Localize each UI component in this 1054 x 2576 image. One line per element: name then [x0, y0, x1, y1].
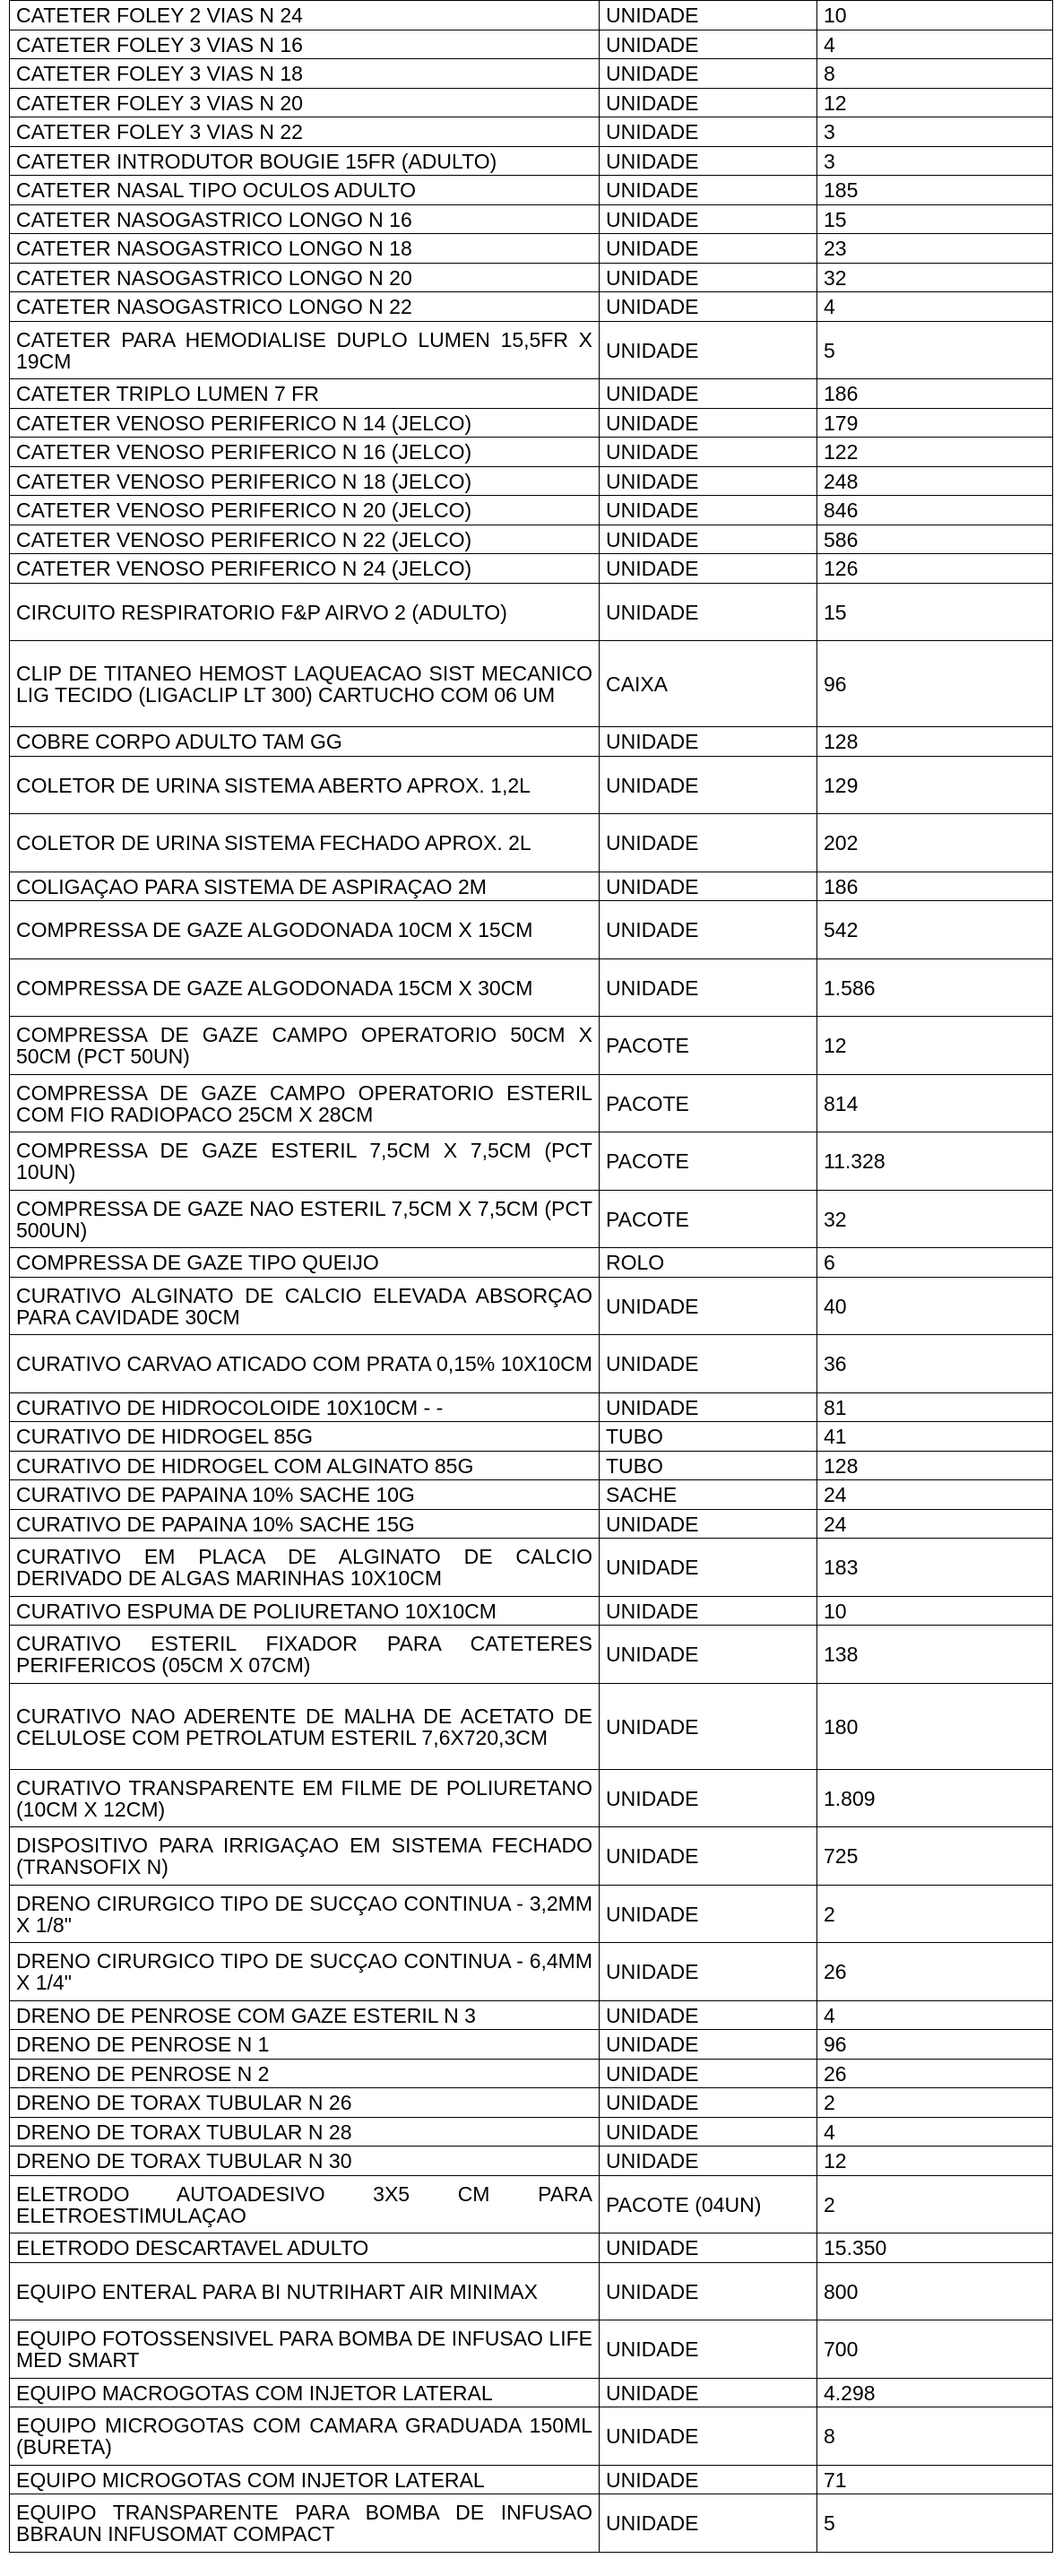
item-quantity-cell: 15 — [817, 583, 1053, 641]
table-row — [10, 1509, 1053, 1539]
table-row — [10, 2059, 1053, 2088]
item-unit-cell: UNIDADE — [600, 1392, 817, 1422]
table-row — [10, 1335, 1053, 1393]
table-row — [10, 2407, 1053, 2466]
item-unit-cell: UNIDADE — [600, 2233, 817, 2263]
item-quantity-cell: 248 — [817, 466, 1053, 496]
item-description-cell: CIRCUITO RESPIRATORIO F&P AIRVO 2 (ADULTO) — [10, 583, 600, 641]
item-description-cell: CATETER VENOSO PERIFERICO N 16 (JELCO) — [10, 438, 600, 467]
item-quantity-cell: 24 — [817, 1509, 1053, 1539]
item-quantity-cell: 12 — [817, 2147, 1053, 2176]
item-quantity-cell: 11.328 — [817, 1132, 1053, 1191]
item-unit-cell: UNIDADE — [600, 438, 817, 467]
table-row — [10, 1277, 1053, 1335]
item-description-cell: CATETER INTRODUTOR BOUGIE 15FR (ADULTO) — [10, 146, 600, 176]
item-description-cell: CATETER VENOSO PERIFERICO N 24 (JELCO) — [10, 554, 600, 584]
item-description-cell: CURATIVO ALGINATO DE CALCIO ELEVADA ABSORÇAO PARA CAVIDADE 30CM — [10, 1277, 600, 1335]
item-quantity-cell: 8 — [817, 59, 1053, 89]
item-quantity-cell: 202 — [817, 814, 1053, 872]
item-quantity-cell: 122 — [817, 438, 1053, 467]
item-unit-cell: UNIDADE — [600, 583, 817, 641]
item-description-cell: CURATIVO DE HIDROGEL 85G — [10, 1422, 600, 1452]
table-row — [10, 583, 1053, 641]
table-row — [10, 1539, 1053, 1597]
item-description-cell: CATETER VENOSO PERIFERICO N 22 (JELCO) — [10, 525, 600, 554]
item-description-cell: CATETER PARA HEMODIALISE DUPLO LUMEN 15,5FR X 19CM — [10, 321, 600, 379]
table-row — [10, 1392, 1053, 1422]
item-unit-cell: UNIDADE — [600, 1943, 817, 2001]
item-description-cell: CURATIVO NAO ADERENTE DE MALHA DE ACETATO DE CELULOSE COM PETROLATUM ESTERIL 7,6X720,3CM — [10, 1683, 600, 1769]
table-row — [10, 814, 1053, 872]
item-unit-cell: UNIDADE — [600, 2465, 817, 2494]
item-quantity-cell: 180 — [817, 1683, 1053, 1769]
table-row — [10, 466, 1053, 496]
item-quantity-cell: 12 — [817, 88, 1053, 117]
item-quantity-cell: 10 — [817, 1, 1053, 30]
table-row — [10, 641, 1053, 727]
item-unit-cell: UNIDADE — [600, 2378, 817, 2407]
table-row — [10, 2030, 1053, 2060]
table-row — [10, 1480, 1053, 1510]
table-row — [10, 2494, 1053, 2553]
item-description-cell: CATETER TRIPLO LUMEN 7 FR — [10, 379, 600, 409]
item-description-cell: COLIGAÇAO PARA SISTEMA DE ASPIRAÇAO 2M — [10, 872, 600, 901]
item-description-cell: DRENO DE PENROSE N 1 — [10, 2030, 600, 2060]
item-quantity-cell: 32 — [817, 263, 1053, 292]
item-quantity-cell: 1.586 — [817, 958, 1053, 1017]
item-quantity-cell: 4 — [817, 2000, 1053, 2030]
item-unit-cell: UNIDADE — [600, 59, 817, 89]
item-unit-cell: UNIDADE — [600, 901, 817, 959]
item-description-cell: CURATIVO DE HIDROGEL COM ALGINATO 85G — [10, 1451, 600, 1480]
table-row — [10, 1885, 1053, 1943]
item-unit-cell: UNIDADE — [600, 872, 817, 901]
item-description-cell: ELETRODO DESCARTAVEL ADULTO — [10, 2233, 600, 2263]
item-unit-cell: UNIDADE — [600, 2059, 817, 2088]
table-row — [10, 30, 1053, 59]
item-unit-cell: UNIDADE — [600, 408, 817, 438]
item-unit-cell: UNIDADE — [600, 1827, 817, 1886]
item-description-cell: COLETOR DE URINA SISTEMA ABERTO APROX. 1,2L — [10, 756, 600, 814]
item-quantity-cell: 129 — [817, 756, 1053, 814]
item-description-cell: COMPRESSA DE GAZE CAMPO OPERATORIO ESTERIL COM FIO RADIOPACO 25CM X 28CM — [10, 1074, 600, 1132]
item-unit-cell: UNIDADE — [600, 1885, 817, 1943]
table-row — [10, 379, 1053, 409]
item-quantity-cell: 41 — [817, 1422, 1053, 1452]
table-row — [10, 438, 1053, 467]
table-row — [10, 1769, 1053, 1827]
table-row — [10, 234, 1053, 264]
item-description-cell: CURATIVO ESTERIL FIXADOR PARA CATETERES PERIFERICOS (05CM X 07CM) — [10, 1626, 600, 1684]
item-description-cell: DRENO DE PENROSE COM GAZE ESTERIL N 3 — [10, 2000, 600, 2030]
table-row — [10, 59, 1053, 89]
table-row — [10, 756, 1053, 814]
table-row — [10, 958, 1053, 1017]
table-row — [10, 554, 1053, 584]
item-unit-cell: UNIDADE — [600, 1539, 817, 1597]
item-description-cell: CATETER VENOSO PERIFERICO N 18 (JELCO) — [10, 466, 600, 496]
item-description-cell: COMPRESSA DE GAZE NAO ESTERIL 7,5CM X 7,5CM (PCT 500UN) — [10, 1190, 600, 1248]
table-row — [10, 263, 1053, 292]
item-quantity-cell: 2 — [817, 2175, 1053, 2233]
item-description-cell: DRENO DE PENROSE N 2 — [10, 2059, 600, 2088]
table-row — [10, 1132, 1053, 1191]
item-description-cell: CURATIVO EM PLACA DE ALGINATO DE CALCIO DERIVADO DE ALGAS MARINHAS 10X10CM — [10, 1539, 600, 1597]
table-row — [10, 292, 1053, 322]
item-unit-cell: ROLO — [600, 1248, 817, 1278]
item-description-cell: COMPRESSA DE GAZE ESTERIL 7,5CM X 7,5CM (PCT 10UN) — [10, 1132, 600, 1191]
table-row — [10, 88, 1053, 117]
item-quantity-cell: 2 — [817, 2088, 1053, 2118]
table-row — [10, 2147, 1053, 2176]
item-description-cell: DRENO DE TORAX TUBULAR N 26 — [10, 2088, 600, 2118]
item-description-cell: CURATIVO DE HIDROCOLOIDE 10X10CM - - — [10, 1392, 600, 1422]
table-row — [10, 146, 1053, 176]
item-description-cell: CURATIVO TRANSPARENTE EM FILME DE POLIURETANO (10CM X 12CM) — [10, 1769, 600, 1827]
item-quantity-cell: 5 — [817, 2494, 1053, 2553]
table-row — [10, 2465, 1053, 2494]
item-quantity-cell: 10 — [817, 1596, 1053, 1626]
item-unit-cell: UNIDADE — [600, 496, 817, 525]
item-quantity-cell: 23 — [817, 234, 1053, 264]
item-unit-cell: UNIDADE — [600, 756, 817, 814]
item-unit-cell: UNIDADE — [600, 1683, 817, 1769]
item-unit-cell: UNIDADE — [600, 1335, 817, 1393]
item-quantity-cell: 81 — [817, 1392, 1053, 1422]
table-row — [10, 1451, 1053, 1480]
table-row — [10, 1626, 1053, 1684]
table-row — [10, 1422, 1053, 1452]
item-quantity-cell: 542 — [817, 901, 1053, 959]
item-description-cell: COMPRESSA DE GAZE ALGODONADA 15CM X 30CM — [10, 958, 600, 1017]
table-row — [10, 727, 1053, 757]
item-description-cell: EQUIPO MICROGOTAS COM INJETOR LATERAL — [10, 2465, 600, 2494]
item-description-cell: CATETER FOLEY 3 VIAS N 22 — [10, 117, 600, 147]
item-unit-cell: UNIDADE — [600, 30, 817, 59]
table-row — [10, 2320, 1053, 2379]
item-description-cell: DRENO CIRURGICO TIPO DE SUCÇAO CONTINUA - 6,4MM X 1/4" — [10, 1943, 600, 2001]
item-quantity-cell: 3 — [817, 146, 1053, 176]
item-description-cell: DRENO DE TORAX TUBULAR N 28 — [10, 2117, 600, 2147]
table-row — [10, 496, 1053, 525]
item-unit-cell: UNIDADE — [600, 1277, 817, 1335]
item-description-cell: EQUIPO MACROGOTAS COM INJETOR LATERAL — [10, 2378, 600, 2407]
item-description-cell: CATETER FOLEY 3 VIAS N 20 — [10, 88, 600, 117]
item-unit-cell: UNIDADE — [600, 379, 817, 409]
item-unit-cell: UNIDADE — [600, 1769, 817, 1827]
item-unit-cell: UNIDADE — [600, 1, 817, 30]
item-description-cell: COMPRESSA DE GAZE CAMPO OPERATORIO 50CM X 50CM (PCT 50UN) — [10, 1017, 600, 1075]
item-description-cell: CATETER VENOSO PERIFERICO N 14 (JELCO) — [10, 408, 600, 438]
table-row — [10, 1017, 1053, 1075]
item-unit-cell: UNIDADE — [600, 466, 817, 496]
item-unit-cell: UNIDADE — [600, 2262, 817, 2320]
item-quantity-cell: 183 — [817, 1539, 1053, 1597]
table-row — [10, 176, 1053, 205]
item-quantity-cell: 2 — [817, 1885, 1053, 1943]
table-row — [10, 1248, 1053, 1278]
item-quantity-cell: 26 — [817, 1943, 1053, 2001]
item-unit-cell: SACHE — [600, 1480, 817, 1510]
table-row — [10, 321, 1053, 379]
item-unit-cell: UNIDADE — [600, 117, 817, 147]
table-row — [10, 1596, 1053, 1626]
item-unit-cell: UNIDADE — [600, 88, 817, 117]
item-description-cell: EQUIPO MICROGOTAS COM CAMARA GRADUADA 150ML (BURETA) — [10, 2407, 600, 2466]
item-description-cell: EQUIPO ENTERAL PARA BI NUTRIHART AIR MINIMAX — [10, 2262, 600, 2320]
item-unit-cell: PACOTE — [600, 1017, 817, 1075]
item-quantity-cell: 32 — [817, 1190, 1053, 1248]
table-row — [10, 2262, 1053, 2320]
item-quantity-cell: 40 — [817, 1277, 1053, 1335]
item-unit-cell: PACOTE (04UN) — [600, 2175, 817, 2233]
item-quantity-cell: 26 — [817, 2059, 1053, 2088]
item-quantity-cell: 96 — [817, 2030, 1053, 2060]
items-table — [9, 0, 1053, 2553]
item-description-cell: COMPRESSA DE GAZE ALGODONADA 10CM X 15CM — [10, 901, 600, 959]
item-description-cell: CATETER NASOGASTRICO LONGO N 18 — [10, 234, 600, 264]
table-row — [10, 1943, 1053, 2001]
item-quantity-cell: 185 — [817, 176, 1053, 205]
table-row — [10, 901, 1053, 959]
item-quantity-cell: 36 — [817, 1335, 1053, 1393]
item-quantity-cell: 71 — [817, 2465, 1053, 2494]
item-description-cell: COLETOR DE URINA SISTEMA FECHADO APROX. 2L — [10, 814, 600, 872]
item-description-cell: DRENO DE TORAX TUBULAR N 30 — [10, 2147, 600, 2176]
item-unit-cell: UNIDADE — [600, 292, 817, 322]
table-row — [10, 1683, 1053, 1769]
item-quantity-cell: 128 — [817, 727, 1053, 757]
item-quantity-cell: 846 — [817, 496, 1053, 525]
table-row — [10, 1827, 1053, 1886]
item-description-cell: CURATIVO DE PAPAINA 10% SACHE 15G — [10, 1509, 600, 1539]
item-quantity-cell: 186 — [817, 379, 1053, 409]
item-description-cell: CATETER NASOGASTRICO LONGO N 22 — [10, 292, 600, 322]
item-unit-cell: PACOTE — [600, 1132, 817, 1191]
item-quantity-cell: 12 — [817, 1017, 1053, 1075]
table-row — [10, 2233, 1053, 2263]
item-description-cell: CURATIVO DE PAPAINA 10% SACHE 10G — [10, 1480, 600, 1510]
item-quantity-cell: 8 — [817, 2407, 1053, 2466]
item-unit-cell: UNIDADE — [600, 525, 817, 554]
item-unit-cell: UNIDADE — [600, 204, 817, 234]
item-unit-cell: UNIDADE — [600, 814, 817, 872]
table-row — [10, 408, 1053, 438]
item-description-cell: COMPRESSA DE GAZE TIPO QUEIJO — [10, 1248, 600, 1278]
item-quantity-cell: 586 — [817, 525, 1053, 554]
item-quantity-cell: 138 — [817, 1626, 1053, 1684]
item-quantity-cell: 4.298 — [817, 2378, 1053, 2407]
table-row — [10, 525, 1053, 554]
item-quantity-cell: 700 — [817, 2320, 1053, 2379]
table-row — [10, 2378, 1053, 2407]
item-description-cell: DISPOSITIVO PARA IRRIGAÇAO EM SISTEMA FECHADO (TRANSOFIX N) — [10, 1827, 600, 1886]
table-row — [10, 117, 1053, 147]
item-quantity-cell: 179 — [817, 408, 1053, 438]
item-unit-cell: UNIDADE — [600, 2088, 817, 2118]
table-row — [10, 1, 1053, 30]
item-unit-cell: UNIDADE — [600, 234, 817, 264]
item-unit-cell: UNIDADE — [600, 2147, 817, 2176]
item-quantity-cell: 814 — [817, 1074, 1053, 1132]
item-unit-cell: UNIDADE — [600, 2494, 817, 2553]
item-quantity-cell: 128 — [817, 1451, 1053, 1480]
item-unit-cell: TUBO — [600, 1422, 817, 1452]
item-description-cell: CATETER VENOSO PERIFERICO N 20 (JELCO) — [10, 496, 600, 525]
item-unit-cell: UNIDADE — [600, 554, 817, 584]
item-description-cell: CATETER FOLEY 3 VIAS N 18 — [10, 59, 600, 89]
item-quantity-cell: 6 — [817, 1248, 1053, 1278]
item-unit-cell: UNIDADE — [600, 727, 817, 757]
table-row — [10, 1074, 1053, 1132]
item-description-cell: CATETER NASAL TIPO OCULOS ADULTO — [10, 176, 600, 205]
table-row — [10, 204, 1053, 234]
item-description-cell: ELETRODO AUTOADESIVO 3X5 CM PARA ELETROESTIMULAÇAO — [10, 2175, 600, 2233]
table-row — [10, 872, 1053, 901]
item-description-cell: COBRE CORPO ADULTO TAM GG — [10, 727, 600, 757]
item-unit-cell: UNIDADE — [600, 958, 817, 1017]
item-description-cell: EQUIPO FOTOSSENSIVEL PARA BOMBA DE INFUSAO LIFE MED SMART — [10, 2320, 600, 2379]
item-unit-cell: UNIDADE — [600, 2030, 817, 2060]
item-description-cell: DRENO CIRURGICO TIPO DE SUCÇAO CONTINUA - 3,2MM X 1/8" — [10, 1885, 600, 1943]
table-row — [10, 2175, 1053, 2233]
item-description-cell: CURATIVO ESPUMA DE POLIURETANO 10X10CM — [10, 1596, 600, 1626]
item-quantity-cell: 800 — [817, 2262, 1053, 2320]
item-unit-cell: UNIDADE — [600, 1509, 817, 1539]
item-quantity-cell: 3 — [817, 117, 1053, 147]
item-quantity-cell: 1.809 — [817, 1769, 1053, 1827]
item-quantity-cell: 96 — [817, 641, 1053, 727]
item-quantity-cell: 15.350 — [817, 2233, 1053, 2263]
item-unit-cell: CAIXA — [600, 641, 817, 727]
item-description-cell: EQUIPO TRANSPARENTE PARA BOMBA DE INFUSAO BBRAUN INFUSOMAT COMPACT — [10, 2494, 600, 2553]
item-unit-cell: PACOTE — [600, 1190, 817, 1248]
item-unit-cell: UNIDADE — [600, 321, 817, 379]
item-unit-cell: UNIDADE — [600, 146, 817, 176]
item-unit-cell: UNIDADE — [600, 2320, 817, 2379]
item-description-cell: CATETER FOLEY 3 VIAS N 16 — [10, 30, 600, 59]
item-unit-cell: UNIDADE — [600, 2407, 817, 2466]
item-quantity-cell: 126 — [817, 554, 1053, 584]
item-unit-cell: UNIDADE — [600, 176, 817, 205]
item-description-cell: CATETER NASOGASTRICO LONGO N 20 — [10, 263, 600, 292]
item-unit-cell: UNIDADE — [600, 1596, 817, 1626]
table-row — [10, 1190, 1053, 1248]
item-unit-cell: UNIDADE — [600, 2117, 817, 2147]
items-table-body — [10, 1, 1053, 2553]
item-quantity-cell: 5 — [817, 321, 1053, 379]
item-description-cell: CURATIVO CARVAO ATICADO COM PRATA 0,15% 10X10CM — [10, 1335, 600, 1393]
item-description-cell: CATETER FOLEY 2 VIAS N 24 — [10, 1, 600, 30]
item-unit-cell: UNIDADE — [600, 263, 817, 292]
table-row — [10, 2088, 1053, 2118]
item-description-cell: CATETER NASOGASTRICO LONGO N 16 — [10, 204, 600, 234]
item-quantity-cell: 15 — [817, 204, 1053, 234]
item-quantity-cell: 725 — [817, 1827, 1053, 1886]
item-description-cell: CLIP DE TITANEO HEMOST LAQUEACAO SIST MECANICO LIG TECIDO (LIGACLIP LT 300) CARTUCHO COM 06 UM — [10, 641, 600, 727]
item-unit-cell: UNIDADE — [600, 2000, 817, 2030]
item-unit-cell: UNIDADE — [600, 1626, 817, 1684]
item-quantity-cell: 24 — [817, 1480, 1053, 1510]
table-row — [10, 2000, 1053, 2030]
item-unit-cell: TUBO — [600, 1451, 817, 1480]
item-quantity-cell: 4 — [817, 2117, 1053, 2147]
table-row — [10, 2117, 1053, 2147]
item-unit-cell: PACOTE — [600, 1074, 817, 1132]
item-quantity-cell: 4 — [817, 292, 1053, 322]
item-quantity-cell: 4 — [817, 30, 1053, 59]
item-quantity-cell: 186 — [817, 872, 1053, 901]
